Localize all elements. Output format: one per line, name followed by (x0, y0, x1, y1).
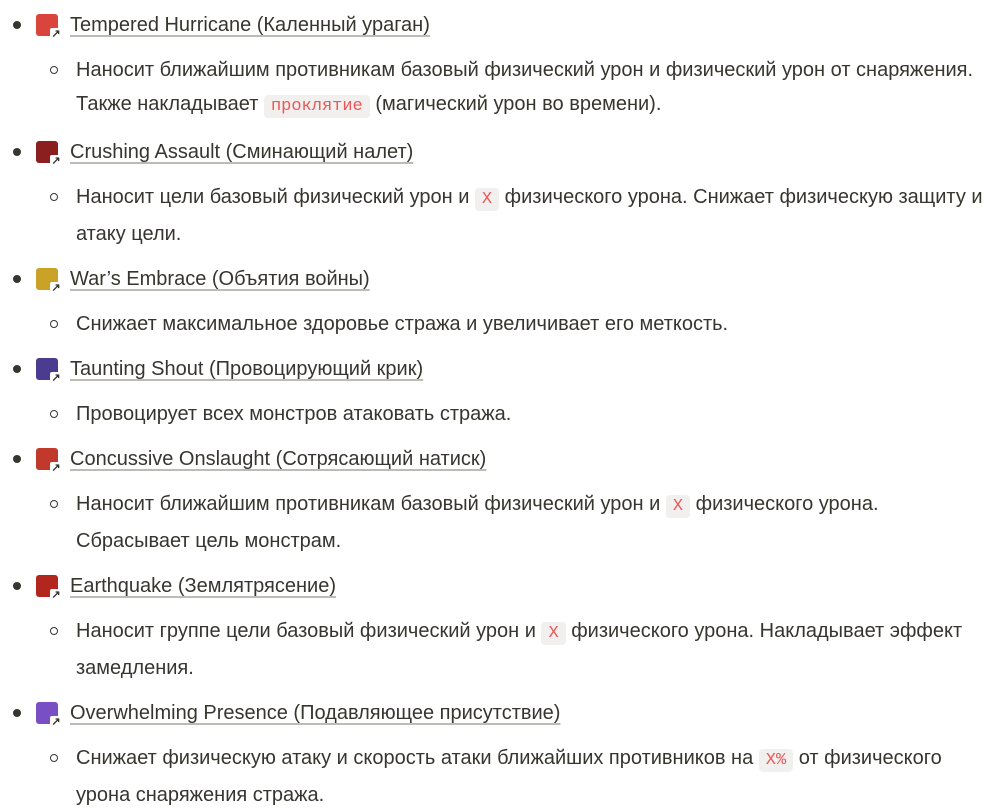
inline-code: проклятие (264, 95, 370, 118)
skill-description (36, 614, 992, 685)
bullet (13, 582, 21, 590)
desc-text: Наносит цели базовый физический урон и (76, 186, 475, 208)
taunting-shout-icon (36, 358, 61, 384)
sub-bullet (50, 193, 58, 201)
sub-bullet (50, 66, 58, 74)
sub-bullet (50, 320, 58, 328)
skill-item (8, 696, 992, 812)
desc-text: Снижает максимальное здоровье стража и увеличивает его меткость. (76, 313, 729, 335)
inline-code: X (541, 622, 565, 645)
crushing-assault-icon (36, 141, 61, 167)
link-arrow-icon: ↗ (51, 372, 61, 384)
bullet (13, 709, 21, 717)
link-arrow-icon: ↗ (51, 28, 61, 40)
skill-item (8, 262, 992, 341)
bullet (13, 21, 21, 29)
skill-link[interactable]: Taunting Shout (Провоцирующий крик) (70, 358, 424, 380)
skill-link[interactable]: Crushing Assault (Сминающий налет) (70, 141, 414, 163)
link-arrow-icon: ↗ (51, 282, 61, 294)
bullet (13, 148, 21, 156)
skill-item (8, 569, 992, 685)
skill-link[interactable]: Tempered Hurricane (Каленный ураган) (70, 14, 430, 36)
skill-description (36, 53, 992, 124)
desc-text: физического урона. Снижает физическую защиту и атаку цели. (76, 186, 983, 245)
desc-text: физического урона. Накладывает эффект замедления. (76, 620, 963, 679)
link-arrow-icon: ↗ (51, 716, 61, 728)
link-arrow-icon: ↗ (51, 589, 61, 601)
skill-item (8, 352, 992, 431)
skill-item (8, 442, 992, 558)
bullet (13, 365, 21, 373)
inline-code: X (475, 188, 499, 211)
desc-text: Снижает физическую атаку и скорость атаки ближайших противников на (76, 747, 759, 769)
bullet (13, 455, 21, 463)
desc-text: Наносит группе цели базовый физический урон и (76, 620, 542, 642)
desc-text: физического урона. Сбрасывает цель монстрам. (76, 493, 879, 552)
skill-description (36, 741, 992, 812)
sub-bullet (50, 627, 58, 635)
sub-bullet (50, 500, 58, 508)
skill-link[interactable]: Earthquake (Землятрясение) (70, 575, 336, 597)
inline-code: X (666, 495, 690, 518)
skill-description (36, 180, 992, 251)
skill-link[interactable]: Concussive Onslaught (Сотрясающий натиск) (70, 448, 487, 470)
concussive-onslaught-icon (36, 448, 61, 474)
link-arrow-icon: ↗ (51, 155, 61, 167)
skill-link[interactable]: Overwhelming Presence (Подавляющее присутствие) (70, 702, 561, 724)
desc-text: Провоцирует всех монстров атаковать стража. (76, 403, 512, 425)
sub-bullet (50, 410, 58, 418)
sub-bullet (50, 754, 58, 762)
skill-description (36, 397, 992, 431)
skill-description (36, 307, 992, 341)
skill-link[interactable]: War’s Embrace (Объятия войны) (70, 268, 370, 290)
desc-text: Наносит ближайшим противникам базовый физический урон и физический урон от снаряжения. Также накладывает (76, 59, 974, 115)
skill-description (36, 487, 992, 558)
link-arrow-icon: ↗ (51, 462, 61, 474)
skill-item (8, 135, 992, 251)
earthquake-icon (36, 575, 61, 601)
desc-text: (магический урон во времени). (369, 93, 662, 115)
wars-embrace-icon (36, 268, 61, 294)
tempered-hurricane-icon (36, 14, 61, 40)
desc-text: Наносит ближайшим противникам базовый физический урон и (76, 493, 666, 515)
desc-text: от физического урона снаряжения стража. (76, 747, 942, 806)
overwhelming-presence-icon (36, 702, 61, 728)
inline-code: X% (759, 749, 793, 772)
bullet (13, 275, 21, 283)
skill-item (8, 8, 992, 124)
